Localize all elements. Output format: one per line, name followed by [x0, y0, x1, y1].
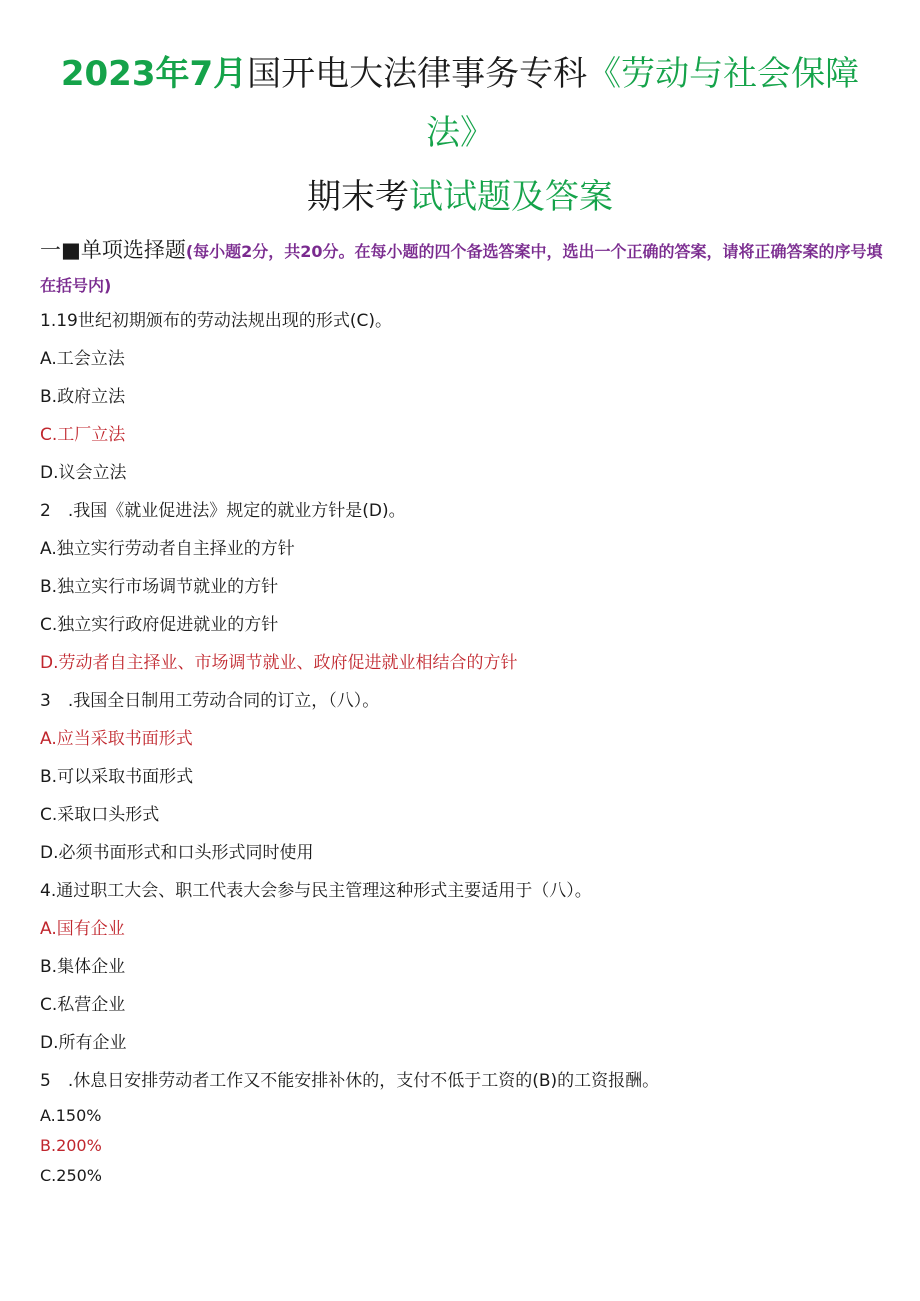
question-1-option-b: B.政府立法	[40, 387, 126, 407]
question-4-option-d: D.所有企业	[40, 1033, 127, 1053]
question-5-option-b-answer: B.200%	[40, 1136, 102, 1155]
question-stem-1: 1.19世纪初期颁布的劳动法规出现的形式(C)。	[40, 311, 392, 331]
question-stem-5: 5 .休息日安排劳动者工作又不能安排补休的，支付不低于工资的(B)的工资报酬。	[40, 1071, 660, 1091]
question-4-option-c: C.私营企业	[40, 995, 126, 1015]
question-5-option-c: C.250%	[40, 1166, 102, 1185]
title-date: 2023年7月	[60, 54, 248, 94]
question-3-option-d: D.必须书面形式和口头形式同时使用	[40, 843, 314, 863]
question-stem-4: 4.通过职工大会、职工代表大会参与民主管理这种形式主要适用于（八）。	[40, 881, 592, 901]
question-4-option-a-answer: A.国有企业	[40, 919, 125, 939]
section-heading	[40, 233, 890, 303]
section-title: 一■单项选择题	[40, 238, 186, 262]
question-4-option-b: B.集体企业	[40, 957, 126, 977]
question-3-option-c: C.采取口头形式	[40, 805, 160, 825]
document-title-line-2: 法》	[426, 113, 494, 153]
question-1-option-a: A.工会立法	[40, 349, 125, 369]
question-2-option-d-answer: D.劳动者自主择业、市场调节就业、政府促进就业相结合的方针	[40, 653, 518, 673]
question-1-option-c-answer: C.工厂立法	[40, 425, 126, 445]
question-3-option-a-answer: A.应当采取书面形式	[40, 729, 193, 749]
question-stem-2: 2 .我国《就业促进法》规定的就业方针是(D)。	[40, 501, 406, 521]
section-instructions: (每小题2分，共20分。在每小题的四个备选答案中，选出一个正确的答案，请将正确答案的序号填在括号内)	[40, 242, 883, 295]
question-2-option-a: A.独立实行劳动者自主择业的方针	[40, 539, 295, 559]
question-3-option-b: B.可以采取书面形式	[40, 767, 194, 787]
question-2-option-c: C.独立实行政府促进就业的方针	[40, 615, 279, 635]
question-stem-3: 3 .我国全日制用工劳动合同的订立，（八）。	[40, 691, 380, 711]
subtitle-part-1: 期末考	[307, 177, 409, 217]
title-school: 国开电大法律事务专科	[247, 54, 588, 94]
title-course: 《劳动与社会保障	[587, 54, 860, 94]
document-title-line-1	[40, 54, 880, 94]
subtitle-part-2: 试试题及答案	[409, 177, 613, 217]
document-subtitle	[40, 177, 880, 217]
question-2-option-b: B.独立实行市场调节就业的方针	[40, 577, 279, 597]
question-1-option-d: D.议会立法	[40, 463, 127, 483]
question-5-option-a: A.150%	[40, 1106, 102, 1125]
